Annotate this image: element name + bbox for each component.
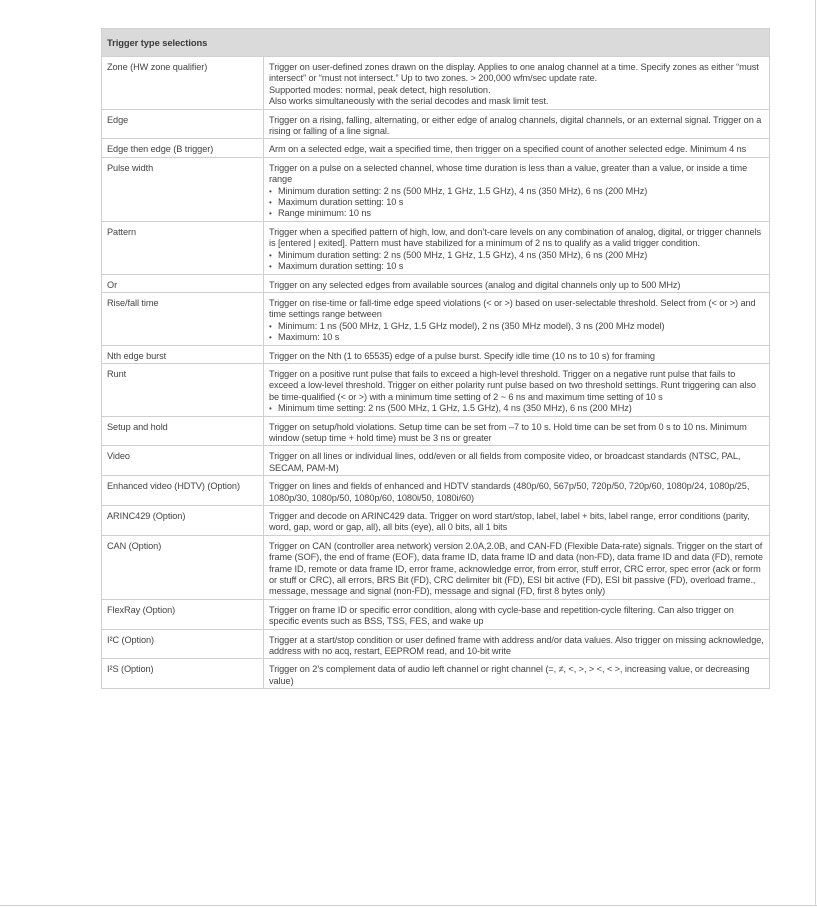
trigger-type-label: Nth edge burst <box>102 345 264 363</box>
trigger-type-description <box>264 109 770 139</box>
description-line: Trigger on rise-time or fall-time edge speed violations (< or >) based on user-selectable threshold. Select from (< or >) and time settings range between <box>269 297 756 320</box>
table-row <box>102 535 770 599</box>
table-row <box>102 416 770 446</box>
trigger-type-label: CAN (Option) <box>102 535 264 599</box>
table-row <box>102 345 770 363</box>
trigger-type-description <box>264 157 770 221</box>
bullet-icon: • <box>269 262 272 272</box>
table-row <box>102 109 770 139</box>
description-line: Trigger and decode on ARINC429 data. Trigger on word start/stop, label, label + bits, label range, error conditions (parity, word, gap, word or gap, all), all bits (eye), all 0 bits, all 1 bits <box>269 511 750 533</box>
trigger-type-label: Edge <box>102 109 264 139</box>
description-line: Trigger on all lines or individual lines, odd/even or all fields from composite video, or broadcast standards (NTSC, PAL, SECAM, PAM-M) <box>269 451 741 473</box>
bullet-text: Maximum: 10 s <box>278 332 340 343</box>
bullet-text: Minimum time setting: 2 ns (500 MHz, 1 GHz, 1.5 GHz), 4 ns (350 MHz), 6 ns (200 MHz) <box>278 403 632 414</box>
trigger-type-label: I²S (Option) <box>102 659 264 689</box>
trigger-type-label: Edge then edge (B trigger) <box>102 139 264 157</box>
trigger-type-description <box>264 292 770 345</box>
description-line: Trigger on a pulse on a selected channel, whose time duration is less than a value, greater than a value, or inside a time range <box>269 162 748 185</box>
bullet-item <box>269 197 764 208</box>
trigger-type-description <box>264 139 770 157</box>
trigger-type-description <box>264 363 770 416</box>
trigger-type-description <box>264 599 770 629</box>
bullet-icon: • <box>269 321 272 331</box>
table-header-row <box>102 29 770 57</box>
bullet-icon: • <box>269 198 272 208</box>
bullet-text: Minimum: 1 ns (500 MHz, 1 GHz, 1.5 GHz model), 2 ns (350 MHz model), 3 ns (200 MHz model) <box>278 320 665 331</box>
trigger-type-description <box>264 274 770 292</box>
trigger-type-label: Setup and hold <box>102 416 264 446</box>
bullet-text: Maximum duration setting: 10 s <box>278 197 404 208</box>
trigger-type-label: Runt <box>102 363 264 416</box>
description-line: Trigger on a rising, falling, alternating, or either edge of analog channels, digital channels, or an external signal. Trigger on a rising or falling of a line signal. <box>269 114 762 137</box>
table-row <box>102 476 770 506</box>
bullet-text: Range minimum: 10 ns <box>278 208 371 219</box>
description-line: Trigger on 2’s complement data of audio left channel or right channel (=, ≠, <, >, > <, < >, increasing value, or decreasing value) <box>269 664 750 686</box>
description-line: Trigger on CAN (controller area network) version 2.0A,2.0B, and CAN-FD (Flexible Data-rate) signals. Trigger on the start of frame (SOF), the end of frame (EOF), data frame ID, data frame ID and data (non-FD), data frame ID and data (FD), remote frame ID, remote or data frame ID, error frame, acknowledge error, from error, stuff error, CRC error, spec error (ack or form or stuff or CRC), all errors, BRS Bit (FD), CRC delimiter bit (FD), ESI bit active (FD), ESI bit passive (FD), overload frame., message, message and signal (non-FD), message and signal (FD, first 8 bytes only) <box>269 540 763 597</box>
trigger-type-description <box>264 221 770 274</box>
table-row <box>102 599 770 629</box>
trigger-type-description <box>264 535 770 599</box>
table-row <box>102 139 770 157</box>
bullet-icon: • <box>269 404 272 414</box>
bullet-item <box>269 261 764 272</box>
bullet-item <box>269 321 764 332</box>
trigger-type-label: Enhanced video (HDTV) (Option) <box>102 476 264 506</box>
description-line: Arm on a selected edge, wait a specified time, then trigger on a specified count of another selected edge. Minimum 4 ns <box>269 144 747 155</box>
table-row <box>102 446 770 476</box>
table-row <box>102 274 770 292</box>
trigger-type-description <box>264 416 770 446</box>
trigger-type-description <box>264 57 770 110</box>
trigger-spec-table <box>101 28 770 689</box>
table-row <box>102 57 770 110</box>
bullet-icon: • <box>269 333 272 343</box>
bullet-icon: • <box>269 250 272 260</box>
bullet-text: Minimum duration setting: 2 ns (500 MHz, 1 GHz, 1.5 GHz), 4 ns (350 MHz), 6 ns (200 MHz) <box>278 249 648 260</box>
bullet-item <box>269 250 764 261</box>
page-bottom-divider <box>0 905 817 906</box>
trigger-type-label: ARINC429 (Option) <box>102 506 264 536</box>
description-line: Also works simultaneously with the serial decodes and mask limit test. <box>269 96 549 107</box>
table-row <box>102 363 770 416</box>
table-row <box>102 629 770 659</box>
page-right-divider <box>815 0 816 906</box>
description-line: Trigger on setup/hold violations. Setup time can be set from –7 to 10 s. Hold time can be set from 0 s to 10 ns. Minimum window (setup time + hold time) must be 3 ns or greater <box>269 421 747 443</box>
trigger-type-label: Pattern <box>102 221 264 274</box>
description-line: Trigger on lines and fields of enhanced and HDTV standards (480p/60, 567p/50, 720p/50, 720p/60, 1080p/24, 1080p/25, 1080p/30, 1080p/50, 1080p/60, 1080i/50, 1080i/60) <box>269 481 750 503</box>
trigger-type-description <box>264 476 770 506</box>
description-line: Trigger when a specified pattern of high, low, and don’t-care levels on any combination of analog, digital, or trigger channels is [entered | exited]. Pattern must have stabilized for a minimum of 2 ns to qualify as a valid trigger condition. <box>269 226 762 249</box>
trigger-type-description <box>264 629 770 659</box>
table-row <box>102 506 770 536</box>
description-line: Trigger at a start/stop condition or user defined frame with address and/or data values. Also trigger on missing acknowledge, address with no acq, restart, EEPROM read, and 10-bit write <box>269 634 764 657</box>
bullet-item <box>269 208 764 219</box>
table-row <box>102 221 770 274</box>
trigger-type-description <box>264 345 770 363</box>
table-row <box>102 157 770 221</box>
trigger-type-label: Zone (HW zone qualifier) <box>102 57 264 110</box>
description-line: Trigger on any selected edges from available sources (analog and digital channels only up to 500 MHz) <box>269 279 681 290</box>
table-row <box>102 659 770 689</box>
description-line: Trigger on user-defined zones drawn on the display. Applies to one analog channel at a time. Specify zones as either “must intersect” or “must not intersect.” Up to two zones. > 200,000 wfm/sec update rate. <box>269 62 759 84</box>
bullet-item <box>269 332 764 343</box>
trigger-type-description <box>264 659 770 689</box>
trigger-type-label: I²C (Option) <box>102 629 264 659</box>
trigger-type-label: Rise/fall time <box>102 292 264 345</box>
bullet-text: Maximum duration setting: 10 s <box>278 261 404 272</box>
trigger-type-label: FlexRay (Option) <box>102 599 264 629</box>
trigger-type-description <box>264 506 770 536</box>
bullet-item <box>269 186 764 197</box>
description-line: Trigger on frame ID or specific error condition, along with cycle-base and repetition-cycle filtering. Can also trigger on specific events such as BSS, TSS, FES, and wake up <box>269 604 734 627</box>
bullet-icon: • <box>269 209 272 219</box>
bullet-item <box>269 403 764 414</box>
trigger-type-label: Video <box>102 446 264 476</box>
table-body <box>102 57 770 689</box>
description-line: Trigger on a positive runt pulse that fails to exceed a high-level threshold. Trigger on a negative runt pulse that fails to exceed a low-level threshold. Trigger on either polarity runt pulse based on two threshold settings. Runt triggering can also be time-qualified (< or >) with a minimum time setting of 2 ~ 6 ns and maximum time setting of 10 s <box>269 368 756 402</box>
bullet-text: Minimum duration setting: 2 ns (500 MHz, 1 GHz, 1.5 GHz), 4 ns (350 MHz), 6 ns (200 MHz) <box>278 185 648 196</box>
trigger-type-description <box>264 446 770 476</box>
trigger-type-label: Pulse width <box>102 157 264 221</box>
description-line: Supported modes: normal, peak detect, high resolution. <box>269 84 491 95</box>
table-title: Trigger type selections <box>102 29 770 57</box>
trigger-type-label: Or <box>102 274 264 292</box>
bullet-icon: • <box>269 186 272 196</box>
table-row <box>102 292 770 345</box>
description-line: Trigger on the Nth (1 to 65535) edge of a pulse burst. Specify idle time (10 ns to 10 s) for framing <box>269 350 655 361</box>
